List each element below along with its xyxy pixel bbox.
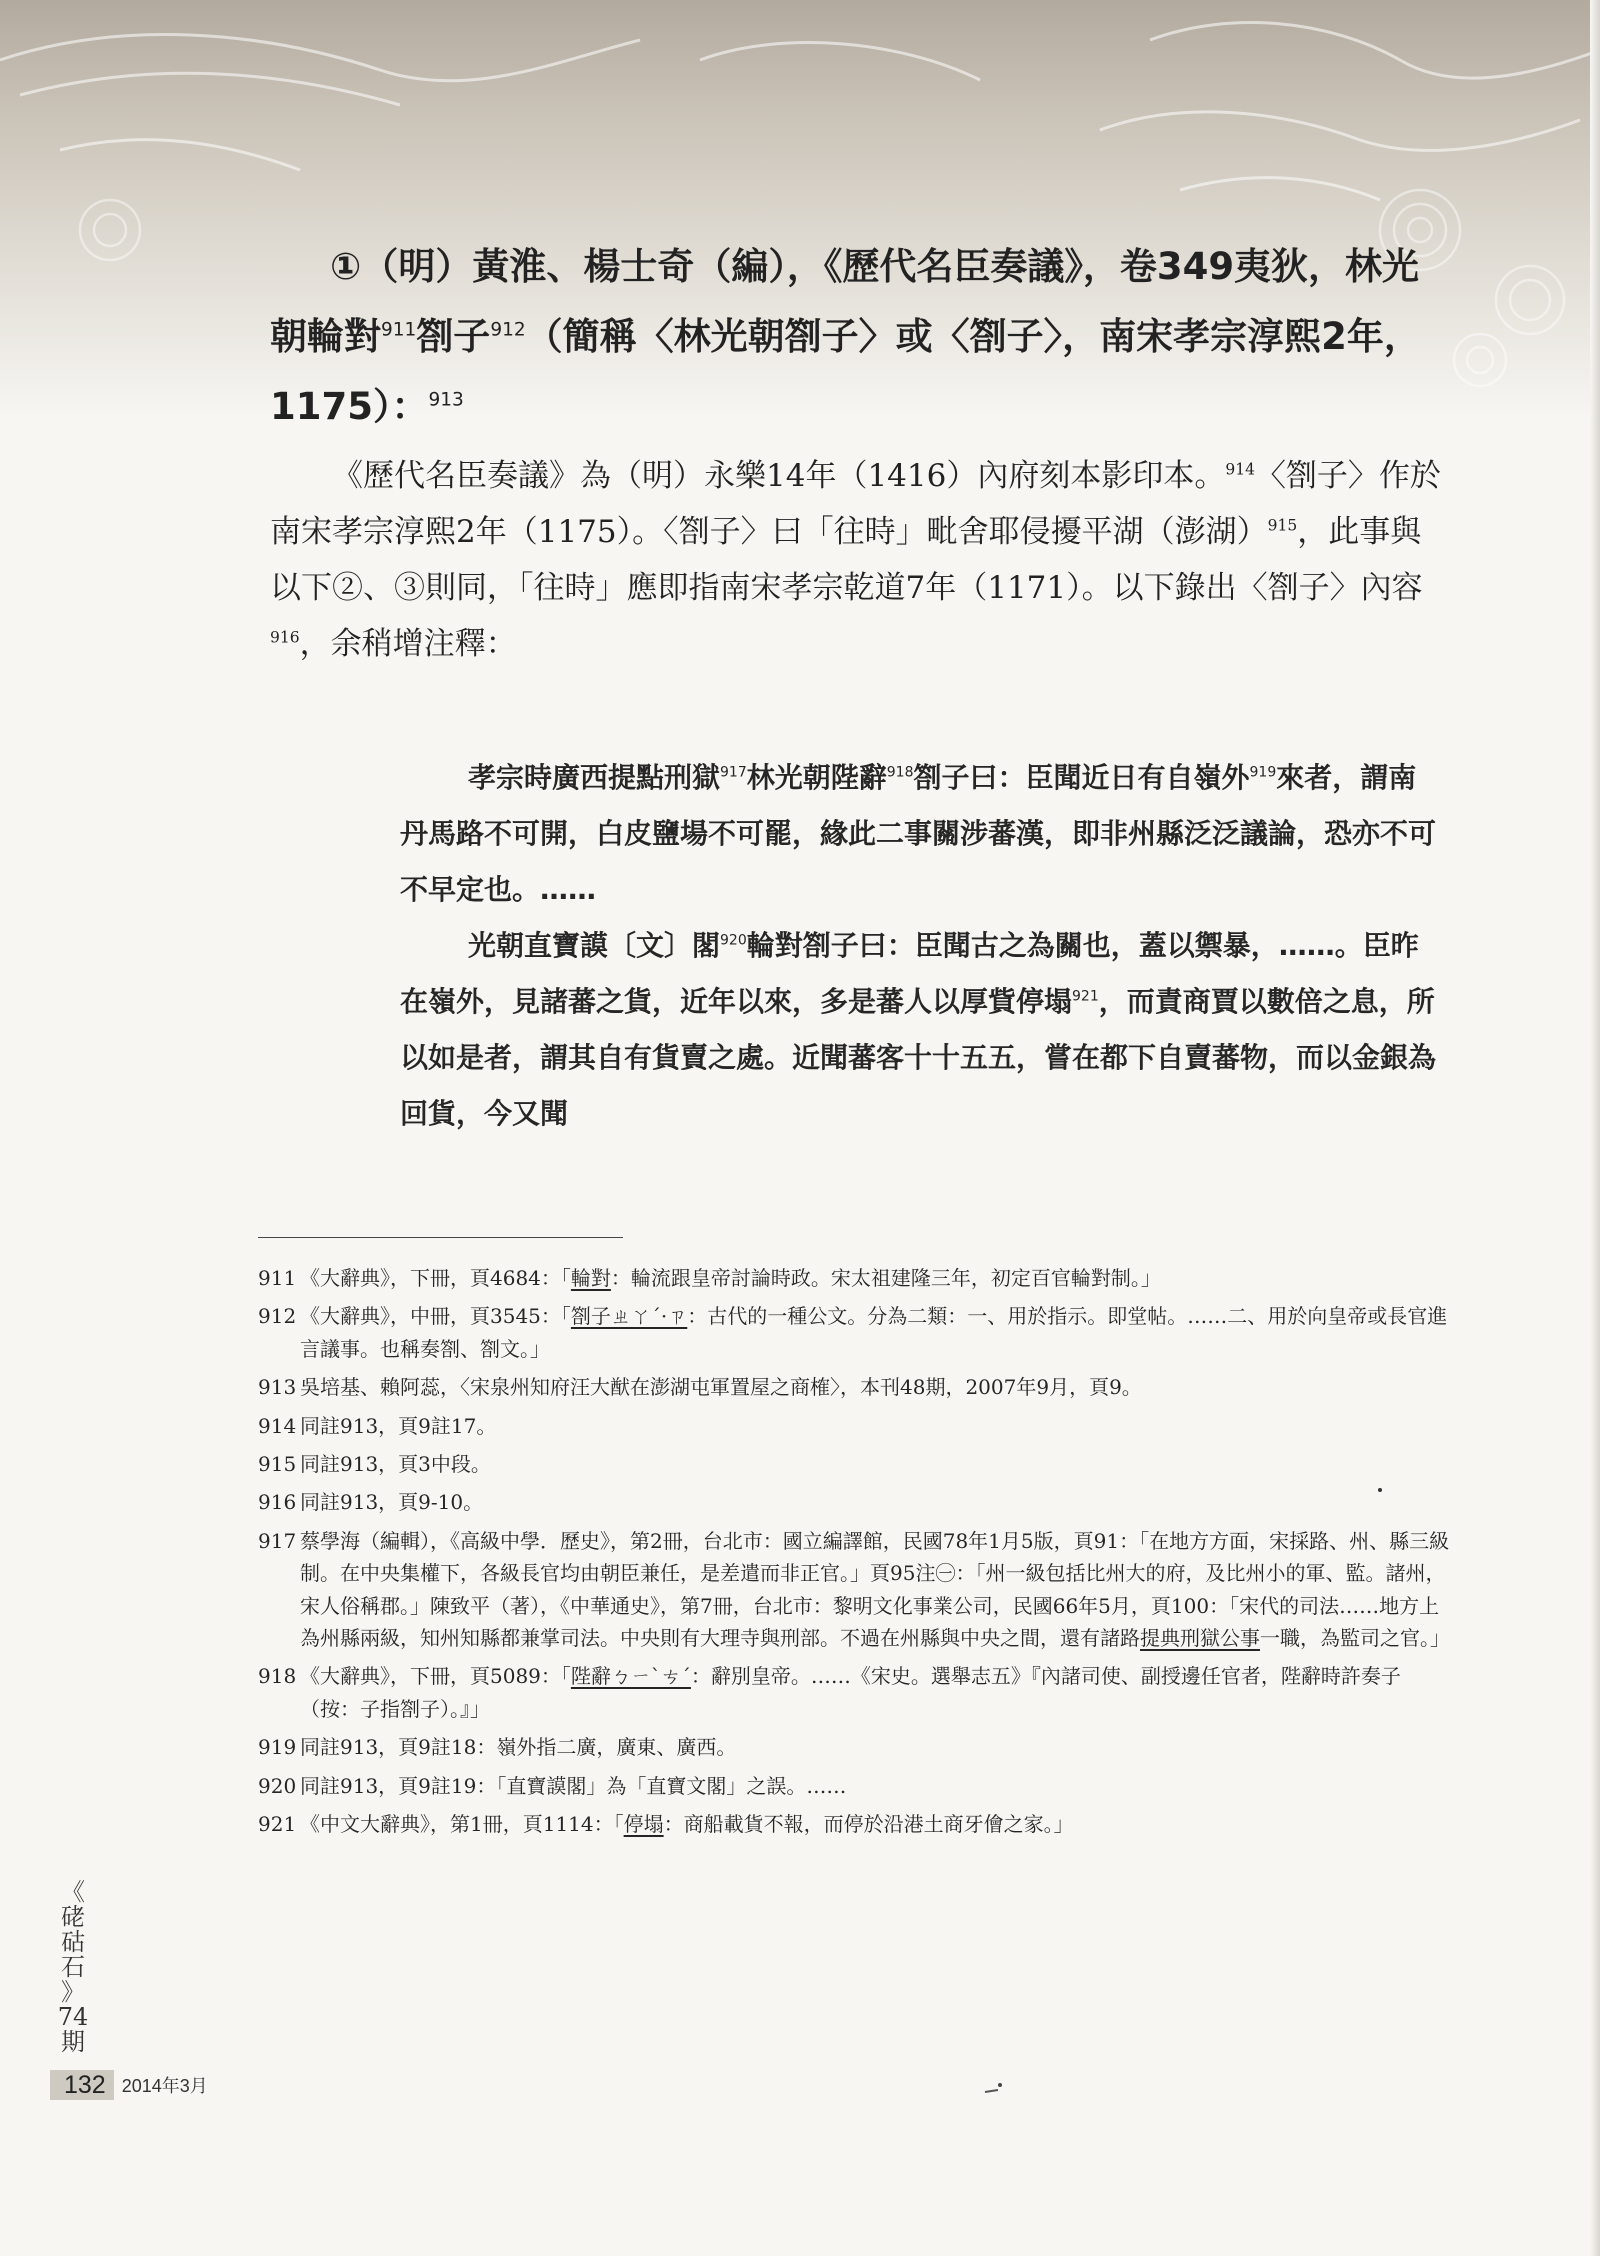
footnote-number: 921 <box>258 1812 297 1837</box>
footnote-number: 915 <box>258 1452 297 1477</box>
footnote-number: 917 <box>258 1528 297 1553</box>
footnote-ref: 912 <box>490 319 526 341</box>
footnote-ref: 919 <box>1249 764 1277 781</box>
journal-title-char: 硓 <box>61 1903 85 1931</box>
dictionary-term: 提典刑獄公事 <box>1140 1626 1260 1651</box>
dictionary-term: 陛辭ㄅㄧˋㄘˊ <box>570 1664 691 1689</box>
footnote-text: 同註913，頁9註18：嶺外指二廣，廣東、廣西。 <box>300 1735 737 1760</box>
section-heading: ①（明）黃淮、楊士奇（編），《歷代名臣奏議》，卷349夷狄，林光朝輪對$^{911}$劄子$^{912}$（簡稱〈林光朝劄子〉或〈劄子〉，南宋孝宗淳熙2年，1175）：$^{913}$ <box>270 245 1421 428</box>
dictionary-term: 輪對 <box>570 1266 611 1290</box>
footnote-number: 916 <box>258 1490 297 1515</box>
footnote-text: 同註913，頁3中段。 <box>300 1452 491 1477</box>
footnote-text: 同註913，頁9-10。 <box>300 1490 484 1515</box>
footnote-ref: 918 <box>886 764 914 781</box>
footnote-number: 918 <box>258 1664 297 1689</box>
footnote-text: 吳培基、賴阿蕊，〈宋泉州知府汪大猷在澎湖屯軍置屋之商榷〉，本刊48期，2007年9月，頁9。 <box>300 1375 1142 1400</box>
footnote-ref: 917 <box>720 764 747 781</box>
footnote-ref: 913 <box>428 389 464 411</box>
issue-date: 2014年3月 <box>121 2076 208 2096</box>
footnote-number: 912 <box>258 1304 297 1329</box>
footnote-ref: 911 <box>381 319 417 341</box>
journal-title-char: 《 <box>61 1878 85 1906</box>
footnote-text: 《大辭典》，中冊，頁3545：「劄子ㄓㄚˊ·ㄗ：古代的一種公文。分為二類：一、用於指示。即堂帖。……二、用於向皇帝或長官進言議事。也稱奏劄、劄文。」 <box>300 1304 1448 1361</box>
journal-title-char: 𥑮 <box>61 1928 85 1956</box>
journal-title-char: 》 <box>61 1978 85 2006</box>
footnote-number: 914 <box>258 1413 297 1438</box>
footnote-number: 911 <box>258 1266 297 1290</box>
dictionary-term: 劄子ㄓㄚˊ·ㄗ <box>570 1304 688 1329</box>
journal-issue-label: 期 <box>61 2028 85 2056</box>
dictionary-term: 停塌 <box>623 1812 664 1837</box>
footnote-number: 920 <box>258 1773 297 1798</box>
journal-title-char: 石 <box>61 1953 85 1981</box>
footnote-ref: 916 <box>270 628 300 647</box>
journal-issue-number: 74 <box>57 2003 89 2031</box>
footnote-text: 《大辭典》，下冊，頁4684：「輪對：輪流跟皇帝討論時政。宋太祖建隆三年，初定百官輪對制。」 <box>300 1266 1161 1290</box>
page-number: 132 <box>50 2070 114 2100</box>
footnote-text: 同註913，頁9註19：「直寶謨閣」為「直寶文閣」之誤。…… <box>300 1773 847 1798</box>
footnote-text: 《大辭典》，下冊，頁5089：「陛辭ㄅㄧˋㄘˊ：辭別皇帝。……《宋史。選舉志五》『內諸司使、副授邊任官者，陛辭時許奏子（按：子指劄子）。』」 <box>300 1664 1401 1721</box>
footnote-text: 蔡學海（編輯），《高級中學．歷史》，第2冊，台北市：國立編譯館，民國78年1月5版，頁91：「在地方方面，宋採路、州、縣三級制。在中央集權下，各級長官均由朝臣兼任，是差遣而非正官。」頁95注㊀：「州一級包括比州大的府，及比州小的軍、監。諸州，宋人俗稱郡。」陳致平（著），《中華通史》，第7冊，台北市：黎明文化事業公司，民國66年5月，頁100：「宋代的司法……地方上為州縣兩級，知州知縣都兼掌司法。中央則有大理寺與刑部。不過在州縣與中央之間，還有諸路提典刑獄公事一職，為監司之官。」 <box>300 1528 1450 1651</box>
footnote-text: 《中文大辭典》，第1冊，頁1114：「停塌：商船載貨不報，而停於沿港土商牙儈之家。」 <box>300 1812 1074 1837</box>
footnote-text: 同註913，頁9註17。 <box>300 1413 497 1438</box>
footnote-ref: 915 <box>1267 516 1298 535</box>
footnote-ref: 920 <box>720 932 747 949</box>
intro-paragraph: 《歷代名臣奏議》為（明）永樂14年（1416）內府刻本影印本。$^{914}$〈劄子〉作於南宋孝宗淳熙2年（1175）。〈劄子〉曰「往時」毗舍耶侵擾平湖（澎湖）$^{915}$，此事與以下②、③則同，「往時」應即指南宋孝宗乾道7年（1171）。以下錄出〈劄子〉內容$^{916}$，余稍增注釋： <box>270 458 1441 662</box>
footnote-number: 913 <box>258 1375 297 1400</box>
footnote-ref: 921 <box>1072 988 1099 1005</box>
footnote-number: 919 <box>258 1735 297 1760</box>
footnote-ref: 914 <box>1225 460 1255 479</box>
quote-paragraph-2: 光朝直寶謨〔文〕閣$^{920}$輪對劄子曰：臣聞古之為關也，蓋以禦暴，……。臣昨在嶺外，見諸蕃之貨，近年以來，多是蕃人以厚貲停塌$^{921}$，而責商賈以數倍之息，所以如是者，謂其自有貨賣之處。近聞蕃客十十五五，嘗在都下自賣蕃物，而以金銀為回貨，今又聞 <box>400 929 1437 1130</box>
quote-paragraph-1: 孝宗時廣西提點刑獄$^{917}$林光朝陛辭$^{918}$劄子曰：臣聞近日有自嶺外$^{919}$來者，謂南丹馬路不可開，白皮鹽場不可罷，緣此二事關涉蕃漢，即非州縣泛泛議論，恐亦不可不早定也。…… <box>400 761 1437 906</box>
